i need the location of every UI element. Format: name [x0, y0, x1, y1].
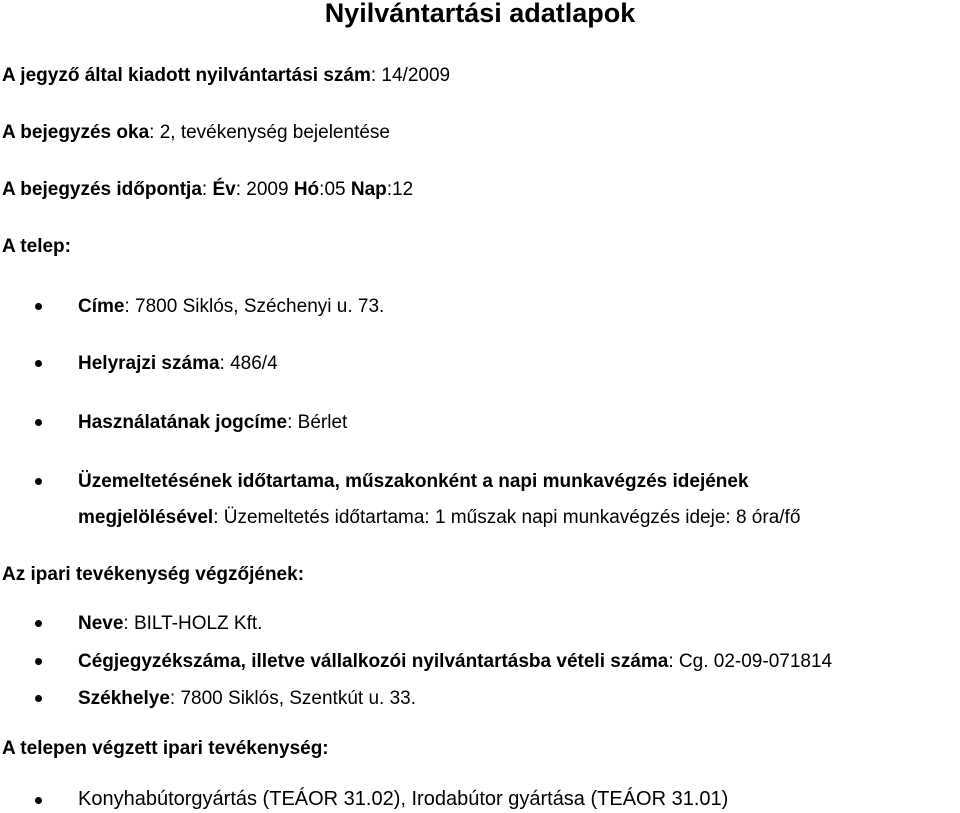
reason-row: [2, 121, 390, 145]
colon: :: [287, 412, 298, 433]
colon: :: [169, 688, 181, 709]
colon: :: [319, 179, 325, 200]
year-label: Év: [212, 179, 236, 200]
colon: :: [370, 65, 382, 86]
colon: :: [124, 296, 136, 317]
activity-value: Konyhabútorgyártás (TEÁOR 31.02), Irodabútor gyártása (TEÁOR 31.01): [78, 788, 729, 810]
operation-value: Üzemeltetés időtartama: 1 műszak napi munkavégzés ideje: 8 óra/fő: [223, 507, 801, 528]
bullet-icon: [35, 360, 42, 367]
reason-label: A bejegyzés oka: [2, 122, 150, 143]
registration-number-row: [2, 64, 450, 88]
bullet-icon: [35, 620, 42, 627]
reason-value: 2, tevékenység bejelentése: [159, 122, 390, 143]
site-address-row: [78, 295, 384, 319]
company-reg-label: Cégjegyzékszáma, illetve vállalkozói nyilvántartásba vételi száma: [78, 651, 669, 672]
registration-number-value: 14/2009: [381, 65, 451, 86]
date-row: [2, 178, 413, 202]
operator-heading: Az ipari tevékenység végzőjének:: [2, 564, 305, 585]
colon: :: [201, 179, 213, 200]
company-reg-row: [78, 650, 832, 674]
operator-name-row: [78, 612, 262, 636]
seat-label: Székhelye: [78, 688, 170, 709]
parcel-row: [78, 352, 278, 376]
bullet-icon: [35, 695, 42, 702]
operator-name-label: Neve: [78, 613, 124, 634]
bullet-icon: [35, 658, 42, 665]
site-address-value: 7800 Siklós, Széchenyi u. 73.: [135, 296, 385, 317]
day-value: 12: [392, 179, 414, 200]
month-value: 05: [324, 179, 346, 200]
colon: :: [235, 179, 247, 200]
usage-row: [78, 411, 347, 435]
operator-name-value: BILT-HOLZ Kft.: [133, 613, 263, 634]
date-label: A bejegyzés időpontja: [2, 179, 202, 200]
seat-row: [78, 687, 416, 711]
month-label: Hó: [293, 179, 320, 200]
site-address-label: Címe: [78, 296, 125, 317]
colon: :: [386, 179, 393, 200]
bullet-icon: [35, 478, 42, 485]
page-title: Nyilvántartási adatlapok: [324, 0, 636, 28]
colon: :: [219, 353, 231, 374]
bullet-icon: [35, 797, 42, 804]
bullet-icon: [35, 419, 42, 426]
parcel-value: 486/4: [230, 353, 278, 374]
operation-row: [78, 506, 800, 530]
usage-value: Bérlet: [297, 412, 348, 433]
bullet-icon: [35, 303, 42, 310]
colon: :: [213, 507, 224, 528]
registration-number-label: A jegyző által kiadott nyilvántartási szám: [2, 65, 371, 86]
company-reg-value: Cg. 02-09-071814: [678, 651, 833, 672]
day-label: Nap: [350, 179, 387, 200]
operation-label-line2: megjelölésével: [78, 507, 214, 528]
parcel-label: Helyrajzi száma: [78, 353, 220, 374]
usage-label: Használatának jogcíme: [78, 412, 288, 433]
colon: :: [123, 613, 134, 634]
seat-value: 7800 Siklós, Szentkút u. 33.: [180, 688, 417, 709]
colon: :: [668, 651, 679, 672]
activity-heading: A telepen végzett ipari tevékenység:: [2, 738, 329, 759]
year-value: 2009: [246, 179, 289, 200]
site-heading: A telep:: [2, 236, 71, 257]
colon: :: [149, 122, 160, 143]
operation-label-line1: Üzemeltetésének időtartama, műszakonként a napi munkavégzés idejének: [78, 471, 749, 492]
